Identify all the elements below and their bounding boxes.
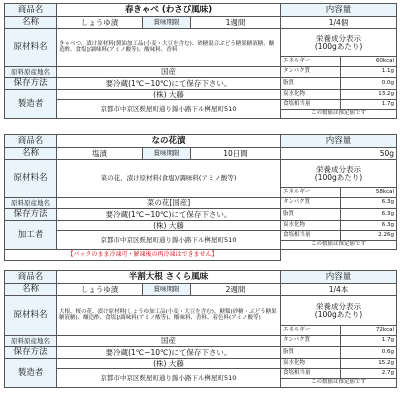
estimate-note: この数値は推定値です [281, 241, 397, 250]
carb-label: 炭水化物 [281, 359, 341, 369]
product-name: 半割大根 さくら風味 [57, 271, 281, 284]
name-value: しょうゆ漬 [57, 17, 143, 29]
fat-label: 脂質 [281, 209, 341, 221]
nutrition-title: 栄養成分表示 [316, 164, 362, 174]
origin-value: 国産 [57, 336, 281, 347]
estimate-note: この数値は推定値です [281, 379, 397, 388]
ingredients-heading: 原材料名 [5, 29, 57, 67]
product-name-heading: 商品名 [5, 135, 57, 148]
protein-label: タンパク質 [281, 67, 341, 78]
freeze-warning: 【パックのまま冷凍可・解凍後の再冷凍はできません】 [5, 250, 281, 261]
shelf-life-heading: 賞味期限 [143, 148, 191, 160]
company-name: (株) 大藤 [57, 221, 281, 231]
nutrition-per: (100gあたり) [314, 309, 363, 319]
energy-label: エネルギー [281, 57, 341, 67]
fat-value: 0.0g [341, 78, 397, 90]
origin-value: 菜の花[国産] [57, 198, 281, 209]
storage-value: 要冷蔵(1℃~10℃)にて保存下さい。 [57, 347, 281, 359]
protein-value: 1.1g [341, 67, 397, 78]
company-address: 京都市中京区麩屋町通り錦小路下ル桝屋町510 [57, 369, 281, 388]
product-name-heading: 商品名 [5, 4, 57, 17]
salt-value: 2.7g [341, 369, 397, 379]
salt-value: 2.26g [341, 231, 397, 241]
fat-value: 6.3g [341, 209, 397, 221]
ingredients-value: 大根、桜の花、漬け原材料[しょうゆ加工品(小麦・大豆を含む)、糖類(砂糖・ぶどう糖果糖液糖)、醸造酢、食塩]/調味料(アミノ酸等)、酸味料、香料、着色料(アミノ酸等) [57, 296, 281, 336]
nutrition-heading [281, 296, 397, 326]
energy-value: 58kcal [341, 188, 397, 198]
company-name: (株) 大藤 [57, 90, 281, 100]
ingredients-value: 菜の花、漬け原材料(食塩)/調味料(アミノ酸等) [57, 160, 281, 198]
carb-value: 13.2g [341, 90, 397, 100]
storage-heading: 保存方法 [5, 209, 57, 221]
salt-label: 食塩相当量 [281, 231, 341, 241]
name-value: 塩漬 [57, 148, 143, 160]
nutrition-heading [281, 29, 397, 57]
name-heading: 名称 [5, 284, 57, 296]
energy-label: エネルギー [281, 188, 341, 198]
storage-heading: 保存方法 [5, 78, 57, 90]
storage-value: 要冷蔵(1℃~10℃)にて保存下さい。 [57, 209, 281, 221]
nutrition-per: (100gあたり) [314, 172, 363, 182]
salt-value: 1.7g [341, 100, 397, 110]
estimate-note: この数値は推定値です [281, 110, 397, 119]
storage-value: 要冷蔵(1℃~10℃)にて保存下さい。 [57, 78, 281, 90]
carb-value: 15.2g [341, 359, 397, 369]
shelf-life-value: 2週間 [191, 284, 281, 296]
nutrition-heading [281, 160, 397, 188]
product-name: なの花漬 [57, 135, 281, 148]
contents-heading: 内容量 [281, 4, 397, 17]
company-address: 京都市中京区麩屋町通り錦小路下ル桝屋町510 [57, 100, 281, 119]
protein-label: タンパク質 [281, 336, 341, 347]
company-name: (株) 大藤 [57, 359, 281, 369]
contents-value: 50g [281, 148, 397, 160]
ingredients-heading: 原材料名 [5, 160, 57, 198]
energy-label: エネルギー [281, 326, 341, 336]
nutrition-per: (100gあたり) [314, 41, 363, 51]
salt-label: 食塩相当量 [281, 369, 341, 379]
label-2 [4, 134, 396, 261]
contents-value: 1/4個 [281, 17, 397, 29]
fat-value: 0.6g [341, 347, 397, 359]
nutrition-title: 栄養成分表示 [316, 301, 361, 311]
shelf-life-value: 10日間 [191, 148, 281, 160]
fat-label: 脂質 [281, 78, 341, 90]
protein-label: タンパク質 [281, 198, 341, 209]
name-heading: 名称 [5, 17, 57, 29]
processor-heading: 加工者 [5, 221, 57, 250]
carb-value: 6.3g [341, 221, 397, 231]
protein-value: 6.3g [341, 198, 397, 209]
name-value: しょうゆ漬 [57, 284, 143, 296]
nutrition-title: 栄養成分表示 [316, 33, 362, 43]
shelf-life-heading: 賞味期限 [143, 17, 191, 29]
contents-value: 1/4本 [281, 284, 397, 296]
carb-label: 炭水化物 [281, 90, 341, 100]
origin-heading: 原料原産地名 [5, 198, 57, 209]
product-name-heading: 商品名 [5, 271, 57, 284]
product-name: 春きゃべ (わさび風味) [57, 4, 281, 17]
shelf-life-value: 1週間 [191, 17, 281, 29]
shelf-life-heading: 賞味期限 [143, 284, 191, 296]
origin-heading: 原料原産地名 [5, 67, 57, 78]
company-address: 京都市中京区麩屋町通り錦小路下ル桝屋町510 [57, 231, 281, 250]
contents-heading: 内容量 [281, 135, 397, 148]
maker-heading: 製造者 [5, 90, 57, 119]
ingredients-heading: 原材料名 [5, 296, 57, 336]
salt-label: 食塩相当量 [281, 100, 341, 110]
name-heading: 名称 [5, 148, 57, 160]
storage-heading: 保存方法 [5, 347, 57, 359]
label-3 [4, 270, 396, 388]
fat-label: 脂質 [281, 347, 341, 359]
blank-cell [281, 250, 397, 261]
protein-value: 1.7g [341, 336, 397, 347]
label-1 [4, 3, 396, 119]
ingredients-value: きゃべつ、漬け原材料[醤油加工品(小麦・大豆を含む)、砂糖混合ぶどう糖果糖液糖、醸造酢、食塩]/調味料(アミノ酸等)、酸味料、香料 [57, 29, 281, 67]
energy-value: 60kcal [341, 57, 397, 67]
contents-heading: 内容量 [281, 271, 397, 284]
origin-value: 国産 [57, 67, 281, 78]
maker-heading: 製造者 [5, 359, 57, 388]
origin-heading: 原料原産地名 [5, 336, 57, 347]
carb-label: 炭水化物 [281, 221, 341, 231]
energy-value: 72kcal [341, 326, 397, 336]
